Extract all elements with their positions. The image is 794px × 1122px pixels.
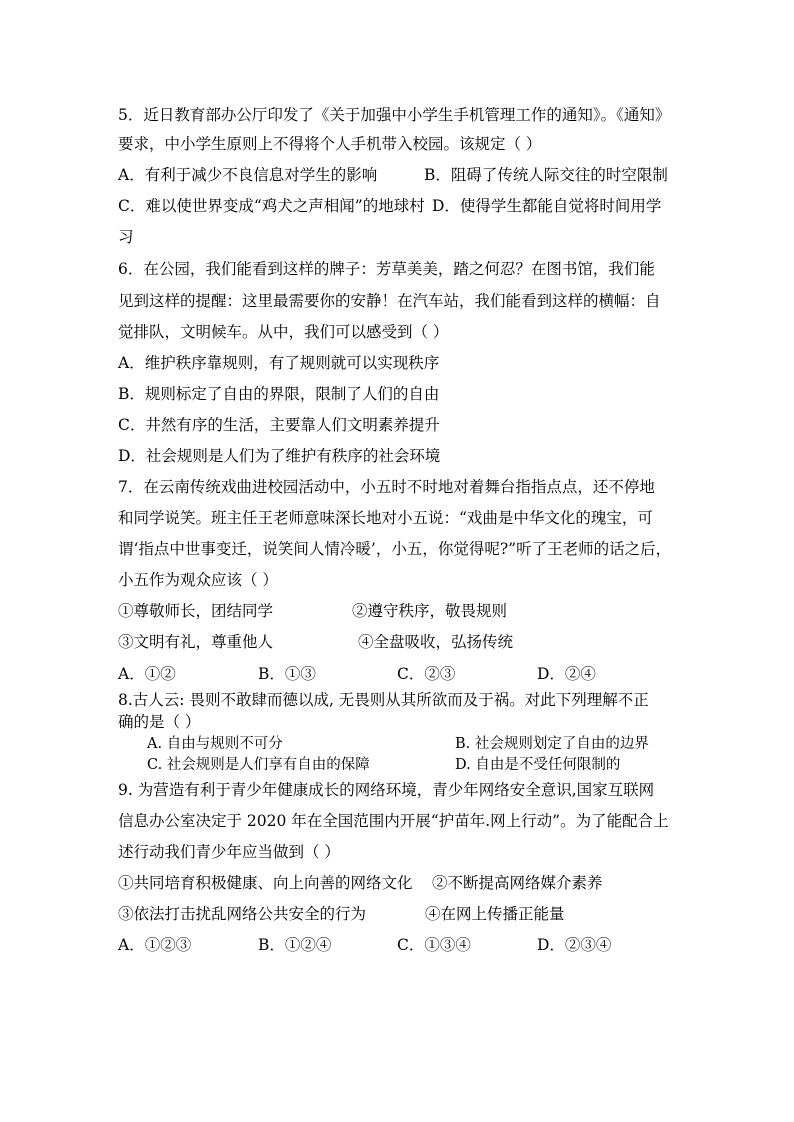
q7-item-1: ①尊敬师长，团结同学 — [118, 602, 274, 620]
q7-item-4: ④全盘吸收，弘扬传统 — [358, 633, 514, 651]
q8-option-b: B. 社会规则划定了自由的边界 — [455, 736, 649, 752]
q8-option-d: D. 自由是不受任何限制的 — [455, 757, 621, 773]
q5-stem-line-2: 要求，中小学生原则上不得将个人手机带入校园。该规定（ ） — [118, 135, 542, 153]
q8-stem-line-2: 确的是（ ） — [118, 713, 201, 731]
q5-option-a: A．有利于减少不良信息对学生的影响 — [118, 166, 378, 184]
q5-option-d: D．使得学生都能自觉将时间用学 — [432, 197, 662, 215]
q9-item-2: ②不断提高网络媒介素养 — [432, 874, 603, 892]
q9-stem-line-2: 信息办公室决定于 2020 年在全国范围内开展“护苗年.网上行动”。为了能配合上 — [118, 812, 669, 830]
q9-item-3: ③依法打击扰乱网络公共安全的行为 — [118, 905, 367, 923]
q5-option-b: B．阻碍了传统人际交往的时空限制 — [424, 166, 668, 184]
q6-stem-line-3: 觉排队，文明候车。从中，我们可以感受到（ ） — [118, 323, 449, 341]
q7-stem-line-3: 谓‘指点中世事变迁，说笑间人情冷暖’，小五，你觉得呢?”听了王老师的话之后， — [118, 540, 672, 558]
q5-option-d-wrap: 习 — [118, 228, 134, 246]
q6-option-b: B．规则标定了自由的界限，限制了人们的自由 — [118, 385, 440, 403]
q5-option-c: C．难以使世界变成“鸡犬之声相闻”的地球村 — [118, 197, 425, 215]
q9-stem-line-3: 述行动我们青少年应当做到（ ） — [118, 843, 340, 861]
q7-item-3: ③文明有礼，尊重他人 — [118, 633, 274, 651]
q6-stem-line-2: 见到这样的提醒：这里最需要你的安静！在汽车站，我们能看到这样的横幅：自 — [118, 292, 661, 310]
q6-stem-line-1: 6．在公园，我们能看到这样的牌子：芳草美美，踏之何忍？在图书馆，我们能 — [118, 260, 655, 278]
q9-option-a: A．①②③ — [118, 936, 192, 954]
q7-stem-line-1: 7．在云南传统戏曲进校园活动中，小五时不时地对着舞台指指点点，还不停地 — [118, 478, 655, 496]
q7-stem-line-4: 小五作为观众应该（ ） — [118, 571, 278, 589]
q6-option-d: D．社会规则是人们为了维护有秩序的社会环境 — [118, 447, 441, 465]
q6-option-a: A．维护秩序靠规则，有了规则就可以实现秩序 — [118, 354, 440, 372]
q9-item-4: ④在网上传播正能量 — [425, 905, 565, 923]
q8-option-a: A. 自由与规则不可分 — [147, 736, 283, 752]
q6-option-c: C．井然有序的生活，主要靠人们文明素养提升 — [118, 416, 440, 434]
q7-stem-line-2: 和同学说笑。班主任王老师意味深长地对小五说：“戏曲是中华文化的瑰宝，可 — [118, 509, 653, 527]
q9-option-c: C．①③④ — [397, 936, 471, 954]
q7-option-c: C．②③ — [397, 665, 456, 683]
q7-option-a: A．①② — [118, 665, 176, 683]
q8-option-c: C. 社会规则是人们享有自由的保障 — [147, 757, 370, 773]
q7-option-d: D．②④ — [537, 665, 596, 683]
q9-item-1: ①共同培育积极健康、向上向善的网络文化 — [118, 874, 413, 892]
q9-option-b: B．①②④ — [258, 936, 332, 954]
q9-stem-line-1: 9. 为营造有利于青少年健康成长的网络环境，青少年网络安全意识,国家互联网 — [118, 781, 655, 799]
q7-item-2: ②遵守秩序，敬畏规则 — [352, 602, 508, 620]
q5-stem-line-1: 5．近日教育部办公厅印发了《关于加强中小学生手机管理工作的通知》。《通知》 — [118, 106, 671, 124]
q9-option-d: D．②③④ — [537, 936, 612, 954]
q8-stem-line-1: 8.古人云: 畏则不敢肆而德以成, 无畏则从其所欲而及于祸。对此下列理解不正 — [118, 691, 649, 709]
q7-option-b: B．①③ — [258, 665, 316, 683]
